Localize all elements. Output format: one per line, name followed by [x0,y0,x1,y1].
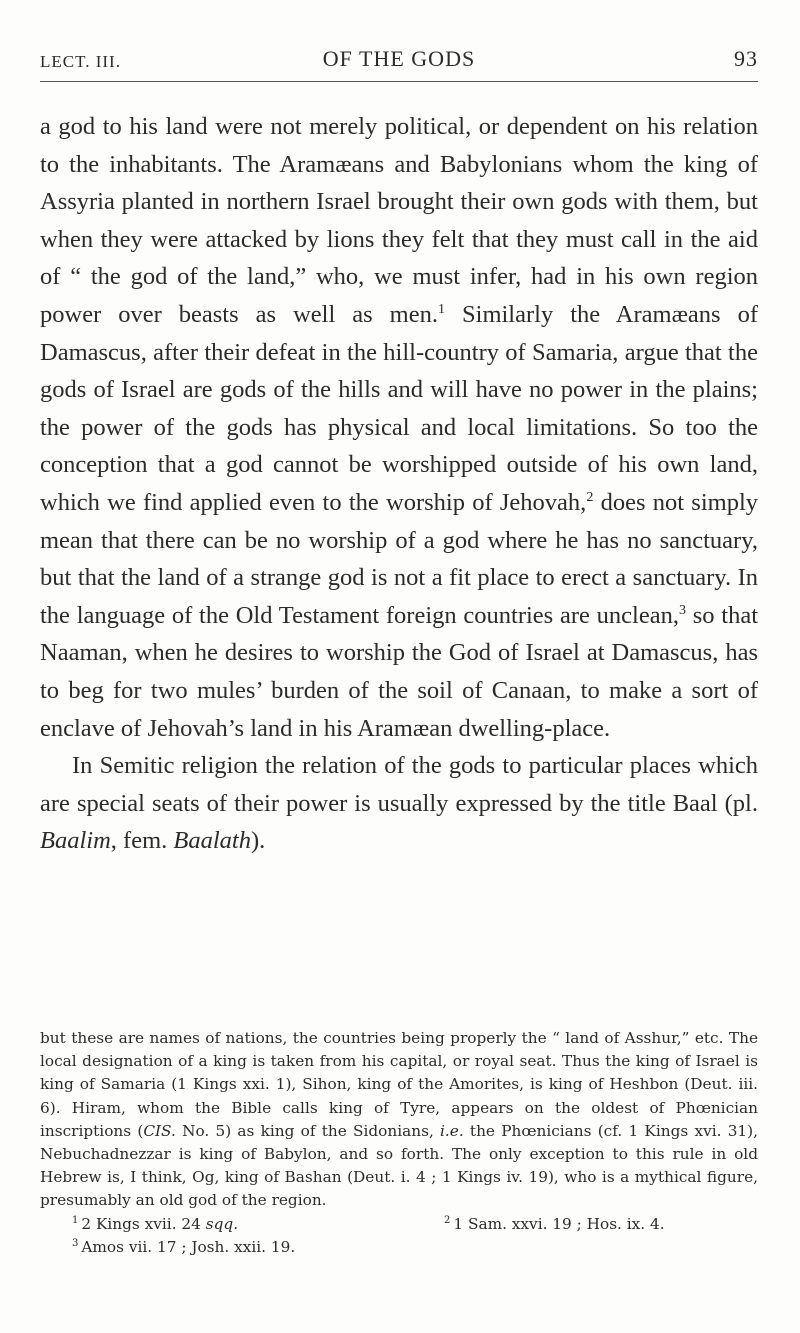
page-number: 93 [734,46,758,71]
footnote-2-text: 1 Sam. xxvi. 19 ; Hos. ix. 4. [453,1214,665,1233]
paragraph-2-part-a: In Semitic religion the relation of the gods to particular places which are special seats of their power is usually expressed by the title Baal (pl. [40,752,758,817]
footnote-1-text: 2 Kings xvii. 24 [81,1214,206,1233]
footnote-cont-part-b: No. 5) as king of the Sidonians, [175,1121,441,1140]
footnote-row-3 [40,1236,758,1259]
term-baalath: Baalath [173,827,251,855]
lecture-label: LECT. III. [40,52,121,71]
footnote-2-mark: 2 [444,1214,451,1226]
footnote-ref-1: 1 [438,301,445,317]
paragraph-1-part-d: so that Naaman, when he desires to worship the God of Israel at Damascus, has to beg for two mules’ burden of the soil of Canaan, to make a sort of enclave of Jehovah’s land in his Aramæan dwelling-place. [40,601,758,742]
footnote-1-mark: 1 [72,1214,79,1226]
footnote-ref-2: 2 [586,489,594,505]
footnotes [40,1027,758,1259]
footnote-ref-3: 3 [678,602,686,618]
footnote-3-text: Amos vii. 17 ; Josh. xxii. 19. [81,1237,296,1256]
footnote-cont-part-a: but these are names of nations, the countries being properly the “ land of Asshur,” etc. The local designation of a king is taken from his capital, or royal seat. Thus the king of Israel is king of Samaria (1 Kings xxi. 1), Sihon, king of the Amorites, is king of Heshbon (Deut. iii. 6). Hiram, whom the Bible calls king of Tyre, appears on the oldest of Phœnician inscriptions ( [40,1029,758,1140]
footnote-continuation [40,1027,758,1213]
footnote-3-mark: 3 [72,1237,79,1249]
footnote-cont-part-c: the Phœnicians (cf. 1 Kings xvi. 31), Nebuchadnezzar is king of Babylon, and so forth. The only exception to this rule in old Hebrew is, I think, Og, king of Bashan (Deut. i. 4 ; 1 Kings iv. 19), who is a mythical figure, presumably an old god of the region. [40,1121,758,1210]
footnote-1 [72,1213,238,1236]
paragraph-1 [40,108,758,747]
running-head [40,46,758,76]
paragraph-2 [40,747,758,860]
paragraph-1-part-c: does not simply mean that there can be no worship of a god where he has no sanctuary, but that the land of a strange god is not a fit place to erect a sanctuary. In the language of the Old Testament foreign countries are unclean, [40,488,758,629]
paragraph-1-part-a: a god to his land were not merely political, or dependent on his relation to the inhabitants. The Aramæans and Babylonians whom the king of Assyria planted in northern Israel brought their own gods with them, but when they were attacked by lions they felt that they must call in the aid of “ the god of the land,” who, we must infer, had in his own region power over beasts as well as men. [40,113,758,328]
chapter-title: OF THE GODS [322,46,476,71]
footnote-1-sqq: sqq. [205,1214,239,1233]
term-ie: i.e. [440,1121,464,1140]
footnote-3 [72,1236,295,1259]
paragraph-2-part-b: , fem. [110,827,174,855]
paragraph-1-part-b: Similarly the Aramæans of Damascus, after their defeat in the hill-country of Samaria, argue that the gods of Israel are gods of the hills and will have no power in the plains; the power of the gods has physical and local limitations. So too the conception that a god cannot be worshipped outside of his own land, which we find applied even to the worship of Jehovah, [40,300,758,516]
footnote-2 [444,1213,665,1236]
header-rule [40,81,758,82]
main-text [40,108,758,860]
term-baalim: Baalim [40,827,111,855]
term-cis: CIS. [143,1121,176,1140]
footnote-row-1-2 [40,1213,758,1236]
paragraph-2-part-c: ). [250,827,266,855]
